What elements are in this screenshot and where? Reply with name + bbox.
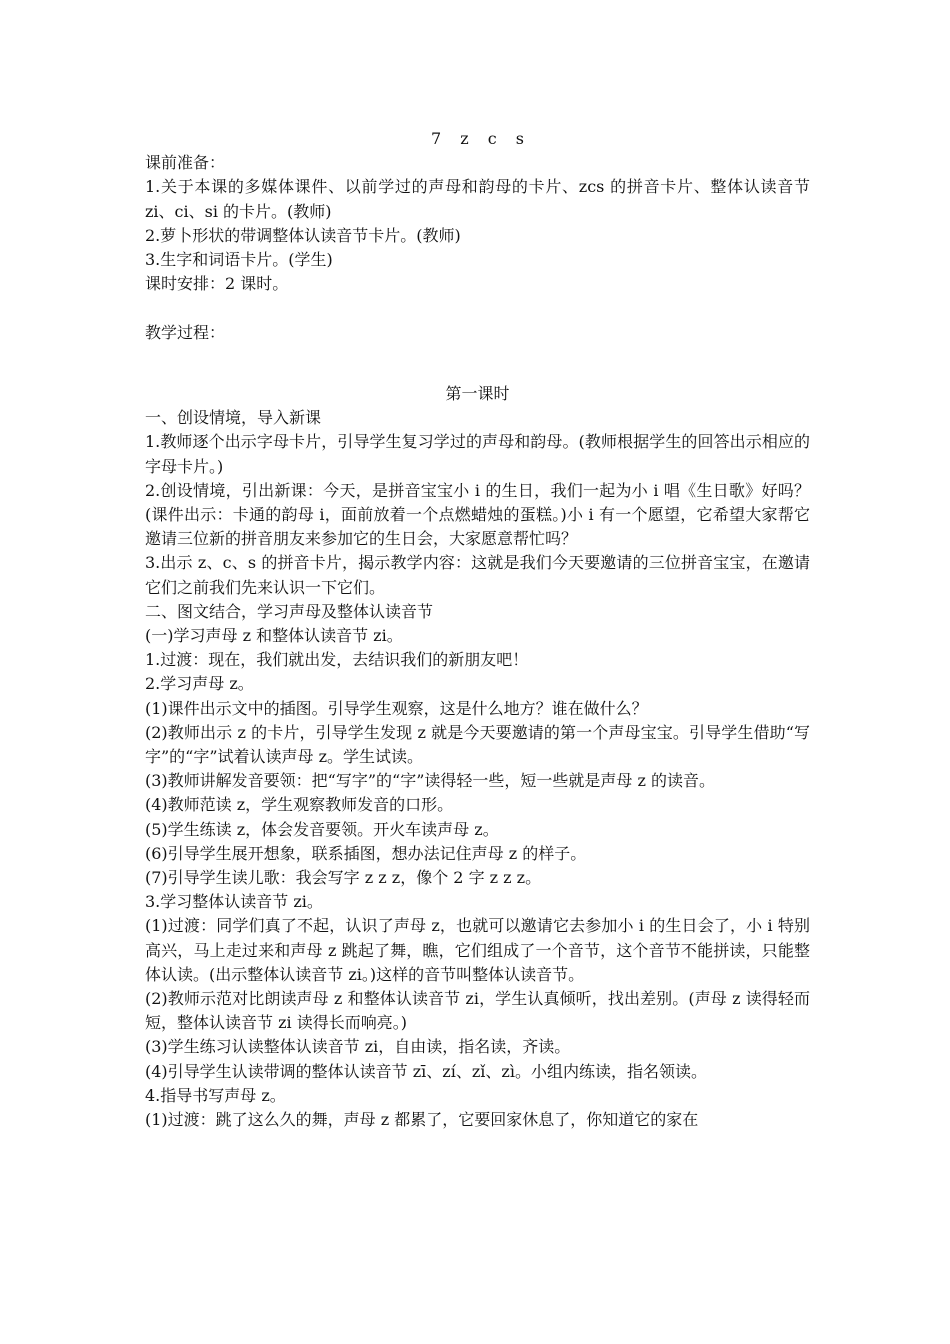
subsection-heading: (一)学习声母 z 和整体认读音节 zi。 xyxy=(145,626,403,646)
paragraph: (2)教师示范对比朗读声母 z 和整体认读音节 zi，学生认真倾听，找出差别。(声母 z 读得轻而短，整体认读音节 zi 读得长而响亮。) xyxy=(145,989,810,1033)
paragraph: (1)课件出示文中的插图。引导学生观察，这是什么地方？谁在做什么？ xyxy=(145,698,648,718)
paragraph: (7)引导学生读儿歌：我会写字 z z z，像个 2 字 z z z。 xyxy=(145,868,542,888)
paragraph: (6)引导学生展开想象，联系插图，想办法记住声母 z 的样子。 xyxy=(145,843,587,863)
blank-line xyxy=(145,296,810,320)
lesson-title: 7 z c s xyxy=(430,129,525,148)
paragraph: 2.学习声母 z。 xyxy=(145,674,254,694)
prep-item: 1.关于本课的多媒体课件、以前学过的声母和韵母的卡片、zcs 的拼音卡片、整体认读音节 zi、ci、si 的卡片。(教师) xyxy=(145,177,810,221)
prep-item: 3.生字和词语卡片。(学生) xyxy=(145,250,333,270)
document-page xyxy=(145,127,810,1132)
paragraph: 2.创设情境，引出新课：今天，是拼音宝宝小 i 的生日，我们一起为小 i 唱《生日歌》好吗？(课件出示：卡通的韵母 i，面前放着一个点燃蜡烛的蛋糕。)小 i 有一个愿望，它希望大家帮它邀请三位新的拼音朋友来参加它的生日会，大家愿意帮忙吗？ xyxy=(145,480,810,549)
paragraph: (3)教师讲解发音要领：把“写字”的“字”读得轻一些，短一些就是声母 z 的读音。 xyxy=(145,771,715,791)
paragraph: 4.指导书写声母 z。 xyxy=(145,1085,286,1105)
paragraph: 3.出示 z、c、s 的拼音卡片，揭示教学内容：这就是我们今天要邀请的三位拼音宝宝，在邀请它们之前我们先来认识一下它们。 xyxy=(145,553,810,597)
blank-line xyxy=(145,345,810,369)
process-heading: 教学过程： xyxy=(145,322,226,342)
schedule-line: 课时安排：2 课时。 xyxy=(145,274,289,294)
section-heading: 一、创设情境，导入新课 xyxy=(145,408,322,428)
section-heading: 二、图文结合，学习声母及整体认读音节 xyxy=(145,601,434,621)
paragraph: (4)引导学生认读带调的整体认读音节 zī、zí、zǐ、zì。小组内练读，指名领读。 xyxy=(145,1061,707,1081)
prep-heading: 课前准备： xyxy=(145,153,226,173)
paragraph: (1)过渡：同学们真了不起，认识了声母 z，也就可以邀请它去参加小 i 的生日会了，小 i 特别高兴，马上走过来和声母 z 跳起了舞，瞧，它们组成了一个音节，这个音节不能拼读，只能整体认读。(出示整体认读音节 zi。)这样的音节叫整体认读音节。 xyxy=(145,916,810,984)
blank-line xyxy=(145,369,810,382)
prep-item: 2.萝卜形状的带调整体认读音节卡片。(教师) xyxy=(145,225,461,245)
paragraph: (1)过渡：跳了这么久的舞，声母 z 都累了，它要回家休息了，你知道它的家在 xyxy=(145,1110,699,1130)
paragraph: 3.学习整体认读音节 zi。 xyxy=(145,892,323,912)
paragraph: 1.教师逐个出示字母卡片，引导学生复习学过的声母和韵母。(教师根据学生的回答出示相应的字母卡片。) xyxy=(145,432,810,476)
paragraph: (5)学生练读 z，体会发音要领。开火车读声母 z。 xyxy=(145,819,499,839)
paragraph: 1.过渡：现在，我们就出发，去结识我们的新朋友吧！ xyxy=(145,650,529,670)
paragraph: (3)学生练习认读整体认读音节 zi，自由读，指名读，齐读。 xyxy=(145,1037,571,1057)
paragraph: (2)教师出示 z 的卡片，引导学生发现 z 就是今天要邀请的第一个声母宝宝。引导学生借助“写字”的“字”试着认读声母 z。学生试读。 xyxy=(145,722,810,767)
paragraph: (4)教师范读 z，学生观察教师发音的口形。 xyxy=(145,795,454,815)
lesson-heading: 第一课时 xyxy=(445,384,510,403)
